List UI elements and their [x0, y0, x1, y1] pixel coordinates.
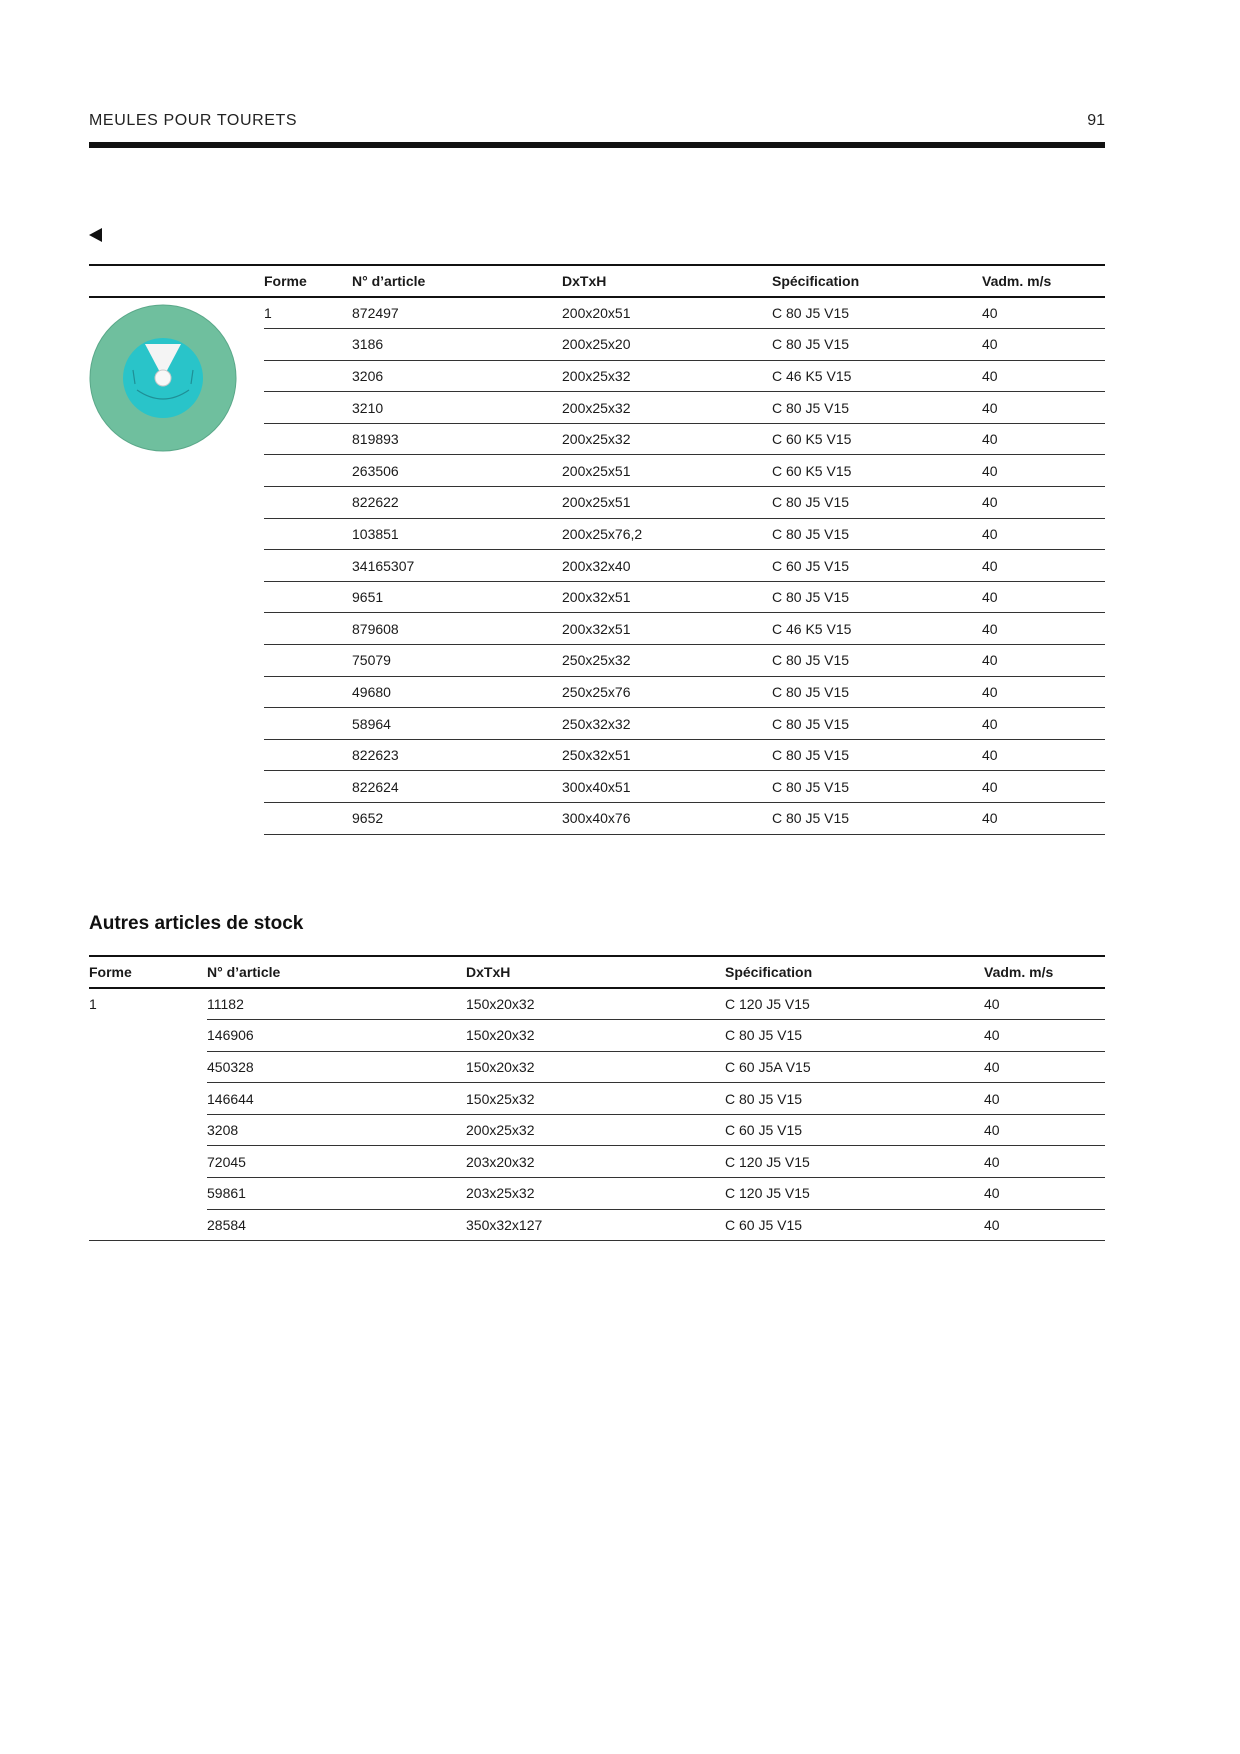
speed-cell: 40 — [982, 803, 1105, 835]
forme-cell — [264, 676, 352, 708]
dimensions-cell: 150x25x32 — [466, 1083, 725, 1115]
speed-cell: 40 — [982, 739, 1105, 771]
dimensions-cell: 200x25x32 — [562, 392, 772, 424]
dimensions-cell: 150x20x32 — [466, 988, 725, 1020]
column-header-article: N° d’article — [207, 956, 466, 988]
article-number-cell: 28584 — [207, 1209, 466, 1241]
forme-cell — [264, 771, 352, 803]
speed-cell: 40 — [982, 329, 1105, 361]
table-row — [89, 1051, 1105, 1083]
forme-cell — [264, 708, 352, 740]
specification-cell: C 80 J5 V15 — [772, 676, 982, 708]
specification-cell: C 80 J5 V15 — [725, 1083, 984, 1115]
forme-cell — [264, 423, 352, 455]
article-number-cell: 9652 — [352, 803, 562, 835]
article-number-cell: 450328 — [207, 1051, 466, 1083]
speed-cell: 40 — [984, 1083, 1105, 1115]
table-row — [89, 1178, 1105, 1210]
specification-cell: C 46 K5 V15 — [772, 360, 982, 392]
main-product-table — [89, 264, 1105, 835]
speed-cell: 40 — [984, 1114, 1105, 1146]
dimensions-cell: 200x32x51 — [562, 613, 772, 645]
dimensions-cell: 200x25x32 — [562, 360, 772, 392]
speed-cell: 40 — [984, 988, 1105, 1020]
dimensions-cell: 150x20x32 — [466, 1051, 725, 1083]
article-number-cell: 49680 — [352, 676, 562, 708]
specification-cell: C 46 K5 V15 — [772, 613, 982, 645]
specification-cell: C 60 J5A V15 — [725, 1051, 984, 1083]
specification-cell: C 120 J5 V15 — [725, 1178, 984, 1210]
column-header-dimensions: DxTxH — [562, 265, 772, 297]
forme-cell — [89, 1178, 207, 1210]
forme-cell — [89, 1114, 207, 1146]
article-number-cell: 822623 — [352, 739, 562, 771]
specification-cell: C 80 J5 V15 — [772, 392, 982, 424]
dimensions-cell: 300x40x76 — [562, 803, 772, 835]
article-number-cell: 146644 — [207, 1083, 466, 1115]
article-number-cell: 3208 — [207, 1114, 466, 1146]
forme-cell — [264, 645, 352, 677]
speed-cell: 40 — [982, 297, 1105, 329]
product-image-cell — [89, 297, 264, 834]
page-number: 91 — [1087, 112, 1105, 129]
specification-cell: C 80 J5 V15 — [772, 708, 982, 740]
column-header-specification: Spécification — [725, 956, 984, 988]
article-number-cell: 819893 — [352, 423, 562, 455]
article-number-cell: 75079 — [352, 645, 562, 677]
forme-cell — [264, 329, 352, 361]
forme-cell — [264, 360, 352, 392]
dimensions-cell: 200x25x32 — [466, 1114, 725, 1146]
column-header-article: N° d’article — [352, 265, 562, 297]
specification-cell: C 80 J5 V15 — [772, 739, 982, 771]
speed-cell: 40 — [984, 1178, 1105, 1210]
article-number-cell: 9651 — [352, 581, 562, 613]
forme-cell — [264, 803, 352, 835]
forme-cell — [264, 487, 352, 519]
table-header-row — [89, 956, 1105, 988]
specification-cell: C 80 J5 V15 — [772, 487, 982, 519]
specification-cell: C 80 J5 V15 — [772, 771, 982, 803]
column-header-forme: Forme — [89, 956, 207, 988]
forme-cell — [89, 1209, 207, 1241]
speed-cell: 40 — [984, 1209, 1105, 1241]
speed-cell: 40 — [982, 645, 1105, 677]
header-title: MEULES POUR TOURETS — [89, 112, 298, 129]
article-number-cell: 146906 — [207, 1020, 466, 1052]
forme-cell — [264, 550, 352, 582]
specification-cell: C 120 J5 V15 — [725, 1146, 984, 1178]
speed-cell: 40 — [982, 455, 1105, 487]
forme-cell — [264, 455, 352, 487]
table-row — [89, 988, 1105, 1020]
dimensions-cell: 200x25x76,2 — [562, 518, 772, 550]
specification-cell: C 60 K5 V15 — [772, 455, 982, 487]
table-header-row — [89, 265, 1105, 297]
specification-cell: C 80 J5 V15 — [772, 329, 982, 361]
page-header — [89, 112, 1105, 132]
speed-cell: 40 — [982, 550, 1105, 582]
column-header-speed: Vadm. m/s — [984, 956, 1105, 988]
column-header-speed: Vadm. m/s — [982, 265, 1105, 297]
specification-cell: C 80 J5 V15 — [772, 645, 982, 677]
dimensions-cell: 250x25x76 — [562, 676, 772, 708]
column-header-dimensions: DxTxH — [466, 956, 725, 988]
speed-cell: 40 — [982, 613, 1105, 645]
table-row — [89, 1114, 1105, 1146]
table-row — [89, 1020, 1105, 1052]
speed-cell: 40 — [982, 676, 1105, 708]
dimensions-cell: 300x40x51 — [562, 771, 772, 803]
article-number-cell: 263506 — [352, 455, 562, 487]
speed-cell: 40 — [984, 1146, 1105, 1178]
forme-cell — [264, 518, 352, 550]
speed-cell: 40 — [982, 771, 1105, 803]
article-number-cell: 879608 — [352, 613, 562, 645]
article-number-cell: 11182 — [207, 988, 466, 1020]
specification-cell: C 60 K5 V15 — [772, 423, 982, 455]
article-number-cell: 59861 — [207, 1178, 466, 1210]
dimensions-cell: 250x32x32 — [562, 708, 772, 740]
speed-cell: 40 — [984, 1051, 1105, 1083]
header-rule — [89, 142, 1105, 148]
dimensions-cell: 203x20x32 — [466, 1146, 725, 1178]
speed-cell: 40 — [984, 1020, 1105, 1052]
table-row — [89, 297, 1105, 329]
dimensions-cell: 350x32x127 — [466, 1209, 725, 1241]
dimensions-cell: 200x20x51 — [562, 297, 772, 329]
dimensions-cell: 200x32x40 — [562, 550, 772, 582]
specification-cell: C 60 J5 V15 — [725, 1114, 984, 1146]
image-column-header — [89, 265, 264, 297]
dimensions-cell: 200x32x51 — [562, 581, 772, 613]
article-number-cell: 3210 — [352, 392, 562, 424]
stock-product-table — [89, 955, 1105, 1241]
speed-cell: 40 — [982, 423, 1105, 455]
specification-cell: C 60 J5 V15 — [725, 1209, 984, 1241]
article-number-cell: 872497 — [352, 297, 562, 329]
article-number-cell: 822622 — [352, 487, 562, 519]
article-number-cell: 3206 — [352, 360, 562, 392]
table-row — [89, 1146, 1105, 1178]
dimensions-cell: 203x25x32 — [466, 1178, 725, 1210]
column-header-forme: Forme — [264, 265, 352, 297]
speed-cell: 40 — [982, 581, 1105, 613]
forme-cell — [264, 613, 352, 645]
article-number-cell: 103851 — [352, 518, 562, 550]
forme-cell — [89, 1020, 207, 1052]
dimensions-cell: 250x25x32 — [562, 645, 772, 677]
grinding-wheel-image — [89, 304, 237, 452]
forme-cell: 1 — [89, 996, 97, 1013]
table-row — [89, 1209, 1105, 1241]
specification-cell: C 60 J5 V15 — [772, 550, 982, 582]
specification-cell: C 80 J5 V15 — [772, 581, 982, 613]
back-arrow-icon[interactable] — [89, 228, 102, 242]
forme-cell — [264, 739, 352, 771]
stock-section-title: Autres articles de stock — [89, 913, 304, 934]
speed-cell: 40 — [982, 487, 1105, 519]
forme-cell: 1 — [264, 297, 352, 329]
article-number-cell: 72045 — [207, 1146, 466, 1178]
specification-cell: C 80 J5 V15 — [725, 1020, 984, 1052]
forme-cell — [264, 392, 352, 424]
dimensions-cell: 200x25x51 — [562, 455, 772, 487]
forme-cell — [89, 1083, 207, 1115]
specification-cell: C 80 J5 V15 — [772, 518, 982, 550]
speed-cell: 40 — [982, 392, 1105, 424]
article-number-cell: 822624 — [352, 771, 562, 803]
speed-cell: 40 — [982, 708, 1105, 740]
dimensions-cell: 200x25x32 — [562, 423, 772, 455]
dimensions-cell: 200x25x51 — [562, 487, 772, 519]
table-row — [89, 1083, 1105, 1115]
speed-cell: 40 — [982, 360, 1105, 392]
dimensions-cell: 150x20x32 — [466, 1020, 725, 1052]
article-number-cell: 3186 — [352, 329, 562, 361]
column-header-specification: Spécification — [772, 265, 982, 297]
specification-cell: C 80 J5 V15 — [772, 803, 982, 835]
forme-cell — [89, 1051, 207, 1083]
specification-cell: C 120 J5 V15 — [725, 988, 984, 1020]
dimensions-cell: 250x32x51 — [562, 739, 772, 771]
forme-cell — [264, 581, 352, 613]
dimensions-cell: 200x25x20 — [562, 329, 772, 361]
article-number-cell: 58964 — [352, 708, 562, 740]
article-number-cell: 34165307 — [352, 550, 562, 582]
forme-cell — [89, 1146, 207, 1178]
specification-cell: C 80 J5 V15 — [772, 297, 982, 329]
speed-cell: 40 — [982, 518, 1105, 550]
